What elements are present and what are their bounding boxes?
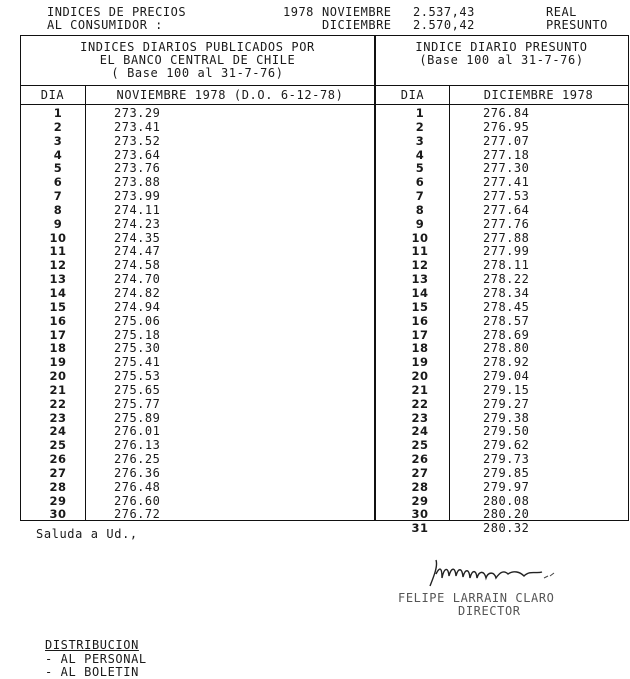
- day-cell: 3: [53, 133, 63, 148]
- index-value-cell: 278.45: [483, 299, 530, 314]
- index-value-cell: 278.57: [483, 313, 530, 328]
- left-day-divider: [85, 85, 86, 520]
- day-cell: 14: [49, 285, 67, 300]
- day-cell: 18: [49, 341, 67, 356]
- index-value-cell: 279.38: [483, 410, 530, 425]
- day-cell: 4: [53, 147, 63, 162]
- day-cell: 19: [49, 355, 67, 370]
- day-cell: 23: [411, 410, 429, 425]
- day-cell: 8: [415, 202, 425, 217]
- index-value-cell: 279.27: [483, 396, 530, 411]
- index-value-cell: 279.15: [483, 382, 530, 397]
- left-value-column: [114, 107, 194, 522]
- index-value-cell: 274.47: [114, 244, 161, 259]
- day-cell: 19: [411, 355, 429, 370]
- index-value-cell: 275.65: [114, 382, 161, 397]
- day-cell: 30: [49, 507, 67, 522]
- right-table-title-line1: INDICE DIARIO PRESUNTO: [415, 40, 588, 54]
- index-value-cell: 276.48: [114, 479, 161, 494]
- index-value-cell: 277.18: [483, 147, 530, 162]
- day-cell: 15: [49, 299, 67, 314]
- index-value-cell: 280.08: [483, 493, 530, 508]
- left-col-header-value: NOVIEMBRE 1978 (D.O. 6-12-78): [116, 88, 344, 102]
- index-value-cell: 277.64: [483, 202, 530, 217]
- day-cell: 18: [411, 341, 429, 356]
- index-value-cell: 279.50: [483, 424, 530, 439]
- index-value-cell: 277.07: [483, 133, 530, 148]
- header-tag-real: REAL: [546, 5, 577, 19]
- day-cell: 15: [411, 299, 429, 314]
- distribution-item: - AL PERSONAL: [45, 652, 147, 666]
- index-value-cell: 277.88: [483, 230, 530, 245]
- day-cell: 24: [411, 424, 429, 439]
- table-header-separator: [20, 104, 628, 105]
- index-value-cell: 275.41: [114, 355, 161, 370]
- day-cell: 26: [411, 452, 429, 467]
- day-cell: 6: [415, 175, 425, 190]
- header-title-line1: INDICES DE PRECIOS: [47, 5, 187, 19]
- index-value-cell: 277.76: [483, 216, 530, 231]
- day-cell: 5: [53, 161, 63, 176]
- day-cell: 23: [49, 410, 67, 425]
- day-cell: 7: [53, 189, 63, 204]
- index-value-cell: 276.72: [114, 507, 161, 522]
- index-value-cell: 278.92: [483, 355, 530, 370]
- left-table-title-line1: INDICES DIARIOS PUBLICADOS POR: [80, 40, 315, 54]
- day-cell: 3: [415, 133, 425, 148]
- header-month-presunto: DICIEMBRE: [322, 18, 392, 32]
- index-value-cell: 274.35: [114, 230, 161, 245]
- index-value-cell: 276.95: [483, 119, 530, 134]
- day-cell: 13: [411, 272, 429, 287]
- index-value-cell: 279.62: [483, 438, 530, 453]
- header-tag-presunto: PRESUNTO: [546, 18, 608, 32]
- day-cell: 20: [411, 369, 429, 384]
- index-value-cell: 276.60: [114, 493, 161, 508]
- day-cell: 9: [415, 216, 425, 231]
- signatory-title: DIRECTOR: [458, 604, 521, 618]
- day-cell: 8: [53, 202, 63, 217]
- day-cell: 24: [49, 424, 67, 439]
- right-table-title-line2: (Base 100 al 31-7-76): [419, 53, 584, 67]
- distribution-heading: DISTRIBUCION: [45, 638, 139, 652]
- left-col-header-day: DIA: [40, 88, 65, 102]
- left-table-title-line2: EL BANCO CENTRAL DE CHILE: [99, 53, 296, 67]
- day-cell: 20: [49, 369, 67, 384]
- index-value-cell: 277.99: [483, 244, 530, 259]
- day-cell: 13: [49, 272, 67, 287]
- header-value-real: 2.537,43: [413, 5, 475, 19]
- day-cell: 11: [411, 244, 429, 259]
- day-cell: 28: [411, 479, 429, 494]
- day-cell: 5: [415, 161, 425, 176]
- day-cell: 25: [49, 438, 67, 453]
- index-value-cell: 276.13: [114, 438, 161, 453]
- day-cell: 9: [53, 216, 63, 231]
- index-value-cell: 274.11: [114, 202, 161, 217]
- day-cell: 17: [49, 327, 67, 342]
- day-cell: 26: [49, 452, 67, 467]
- index-value-cell: 273.41: [114, 119, 161, 134]
- right-col-header-day: DIA: [400, 88, 425, 102]
- day-cell: 14: [411, 285, 429, 300]
- index-value-cell: 276.84: [483, 106, 530, 120]
- index-value-cell: 274.58: [114, 258, 161, 273]
- day-cell: 11: [49, 244, 67, 259]
- index-value-cell: 276.25: [114, 452, 161, 467]
- index-value-cell: 278.34: [483, 285, 530, 300]
- day-cell: 1: [53, 106, 63, 120]
- right-value-column: [483, 107, 563, 536]
- day-cell: 21: [49, 382, 67, 397]
- index-value-cell: 280.32: [483, 521, 530, 536]
- right-day-divider: [449, 85, 450, 520]
- day-cell: 29: [49, 493, 67, 508]
- day-cell: 7: [415, 189, 425, 204]
- index-value-cell: 275.89: [114, 410, 161, 425]
- header-value-presunto: 2.570,42: [413, 18, 475, 32]
- day-cell: 10: [411, 230, 429, 245]
- table-column-divider: [374, 35, 376, 520]
- day-cell: 30: [411, 507, 429, 522]
- header-year: 1978: [283, 5, 314, 19]
- distribution-item: - AL BOLETIN: [45, 665, 139, 679]
- index-value-cell: 273.29: [114, 106, 161, 120]
- header-month-real: NOVIEMBRE: [322, 5, 392, 19]
- index-value-cell: 279.97: [483, 479, 530, 494]
- index-value-cell: 274.23: [114, 216, 161, 231]
- index-value-cell: 273.99: [114, 189, 161, 204]
- index-value-cell: 275.77: [114, 396, 161, 411]
- index-value-cell: 277.41: [483, 175, 530, 190]
- index-value-cell: 274.70: [114, 272, 161, 287]
- index-value-cell: 277.30: [483, 161, 530, 176]
- index-value-cell: 280.20: [483, 507, 530, 522]
- right-col-header-value: DICIEMBRE 1978: [483, 88, 594, 102]
- day-cell: 1: [415, 106, 425, 120]
- signatory-name: FELIPE LARRAIN CLARO: [398, 591, 555, 605]
- day-cell: 21: [411, 382, 429, 397]
- index-value-cell: 279.73: [483, 452, 530, 467]
- index-value-cell: 276.36: [114, 465, 161, 480]
- right-day-column: [400, 107, 440, 536]
- table-title-separator: [20, 85, 628, 86]
- index-value-cell: 274.94: [114, 299, 161, 314]
- day-cell: 28: [49, 479, 67, 494]
- index-value-cell: 278.11: [483, 258, 530, 273]
- index-value-cell: 273.52: [114, 133, 161, 148]
- day-cell: 27: [411, 465, 429, 480]
- day-cell: 16: [411, 313, 429, 328]
- index-value-cell: 279.04: [483, 369, 530, 384]
- left-table-title-line3: ( Base 100 al 31-7-76): [111, 66, 284, 80]
- index-value-cell: 273.88: [114, 175, 161, 190]
- day-cell: 22: [49, 396, 67, 411]
- index-value-cell: 278.80: [483, 341, 530, 356]
- day-cell: 4: [415, 147, 425, 162]
- day-cell: 16: [49, 313, 67, 328]
- day-cell: 10: [49, 230, 67, 245]
- index-value-cell: 279.85: [483, 465, 530, 480]
- index-value-cell: 278.22: [483, 272, 530, 287]
- index-value-cell: 273.64: [114, 147, 161, 162]
- index-value-cell: 276.01: [114, 424, 161, 439]
- day-cell: 6: [53, 175, 63, 190]
- day-cell: 22: [411, 396, 429, 411]
- index-value-cell: 274.82: [114, 285, 161, 300]
- day-cell: 31: [411, 521, 429, 536]
- index-value-cell: 275.06: [114, 313, 161, 328]
- day-cell: 12: [49, 258, 67, 273]
- day-cell: 2: [53, 119, 63, 134]
- day-cell: 12: [411, 258, 429, 273]
- index-value-cell: 277.53: [483, 189, 530, 204]
- closing-text: Saluda a Ud.,: [36, 527, 138, 541]
- day-cell: 27: [49, 465, 67, 480]
- day-cell: 25: [411, 438, 429, 453]
- day-cell: 2: [415, 119, 425, 134]
- day-cell: 17: [411, 327, 429, 342]
- index-value-cell: 275.53: [114, 369, 161, 384]
- index-value-cell: 275.30: [114, 341, 161, 356]
- header-title-line2: AL CONSUMIDOR :: [47, 18, 163, 32]
- index-value-cell: 273.76: [114, 161, 161, 176]
- left-day-column: [38, 107, 78, 522]
- handwritten-signature: [424, 556, 564, 592]
- index-value-cell: 275.18: [114, 327, 161, 342]
- index-value-cell: 278.69: [483, 327, 530, 342]
- day-cell: 29: [411, 493, 429, 508]
